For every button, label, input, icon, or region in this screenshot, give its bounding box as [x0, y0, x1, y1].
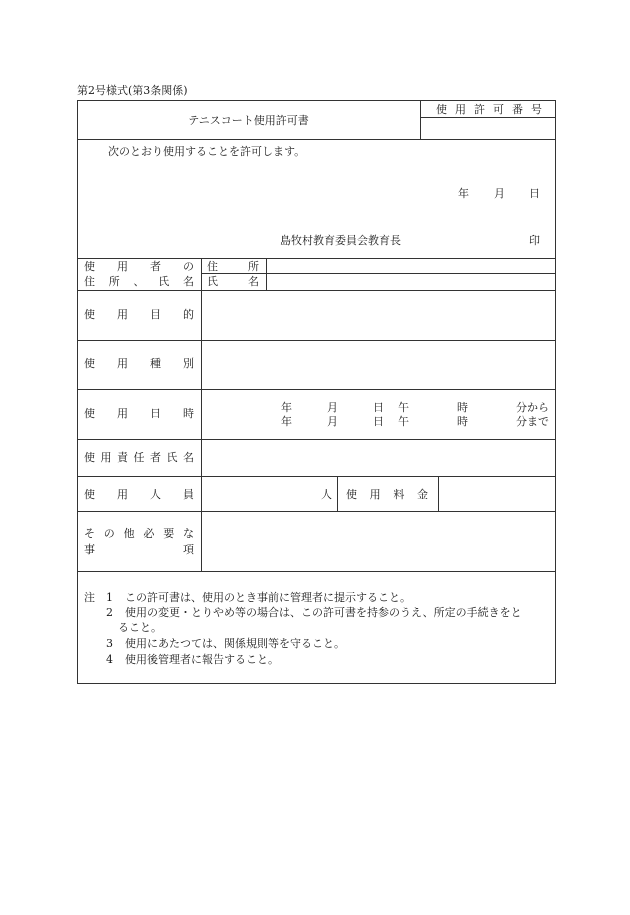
permission-statement: 次のとおり使用することを許可します。 — [108, 145, 306, 158]
persons-label: 使 用 人 員 — [84, 488, 194, 501]
persons-unit: 人 — [321, 488, 332, 501]
other-divider — [77, 571, 556, 572]
note-3-text: 使用にあたつては、関係規則等を守ること。 — [125, 637, 345, 650]
form-title: テニスコート使用許可書 — [188, 114, 309, 127]
permit-number-label: 使 用 許 可 番 号 — [436, 103, 542, 116]
form-number: 第2号様式(第3条関係) — [77, 84, 188, 97]
purpose-label: 使 用 目 的 — [84, 308, 194, 321]
note-1-text: この許可書は、使用のとき事前に管理者に提示すること。 — [125, 591, 411, 604]
date-year-label: 年 — [458, 187, 469, 200]
usage-type-field[interactable] — [202, 341, 555, 389]
note-3-number: 3 — [106, 637, 113, 650]
permit-number-value[interactable] — [421, 118, 555, 138]
address-field[interactable] — [267, 259, 555, 273]
name-label: 氏 名 — [207, 275, 259, 288]
from-hour-label: 時 — [457, 401, 468, 414]
type-divider — [77, 389, 556, 390]
notes-prefix: 注 — [84, 591, 95, 604]
until-year-label: 年 — [281, 415, 292, 428]
from-month-label: 月 — [327, 401, 338, 414]
fee-field[interactable] — [439, 477, 555, 511]
until-day-label: 日 — [373, 415, 384, 428]
fee-label: 使 用 料 金 — [346, 488, 428, 501]
date-month-label: 月 — [494, 187, 505, 200]
from-year-label: 年 — [281, 401, 292, 414]
note-4-text: 使用後管理者に報告すること。 — [125, 653, 279, 666]
persons-fee-separator — [337, 476, 338, 511]
title-divider — [77, 139, 556, 140]
until-ampm-label: 午 — [398, 415, 409, 428]
note-2-number: 2 — [106, 606, 113, 619]
note-2-text: 使用の変更・とりやめ等の場合は、この許可書を持参のうえ、所定の手続きをと — [125, 606, 522, 619]
name-field[interactable] — [267, 274, 555, 290]
until-month-label: 月 — [327, 415, 338, 428]
note-4-number: 4 — [106, 653, 113, 666]
address-label: 住 所 — [207, 260, 259, 273]
other-label-line1: そ の 他 必 要 な — [84, 527, 194, 540]
seal-mark: 印 — [529, 234, 540, 247]
usage-type-label: 使 用 種 別 — [84, 357, 194, 370]
responsible-field[interactable] — [202, 440, 555, 476]
applicant-label-line2: 住 所 、 氏 名 — [84, 275, 194, 288]
date-day-label: 日 — [529, 187, 540, 200]
issuer-name: 島牧村教育委員会教育長 — [280, 234, 401, 247]
datetime-label: 使 用 日 時 — [84, 407, 194, 420]
note-1-number: 1 — [106, 591, 113, 604]
until-minute-label: 分まで — [516, 415, 549, 428]
from-ampm-label: 午 — [398, 401, 409, 414]
purpose-field[interactable] — [202, 291, 555, 340]
other-field[interactable] — [202, 512, 555, 571]
responsible-label: 使 用 責 任 者 氏 名 — [84, 451, 194, 464]
persons-field[interactable] — [202, 477, 320, 511]
applicant-label-line1: 使 用 者 の — [84, 260, 194, 273]
from-minute-label: 分から — [516, 401, 549, 414]
from-day-label: 日 — [373, 401, 384, 414]
until-hour-label: 時 — [457, 415, 468, 428]
other-label-line2: 事 項 — [84, 543, 194, 556]
note-2-continuation: ること。 — [118, 621, 162, 634]
